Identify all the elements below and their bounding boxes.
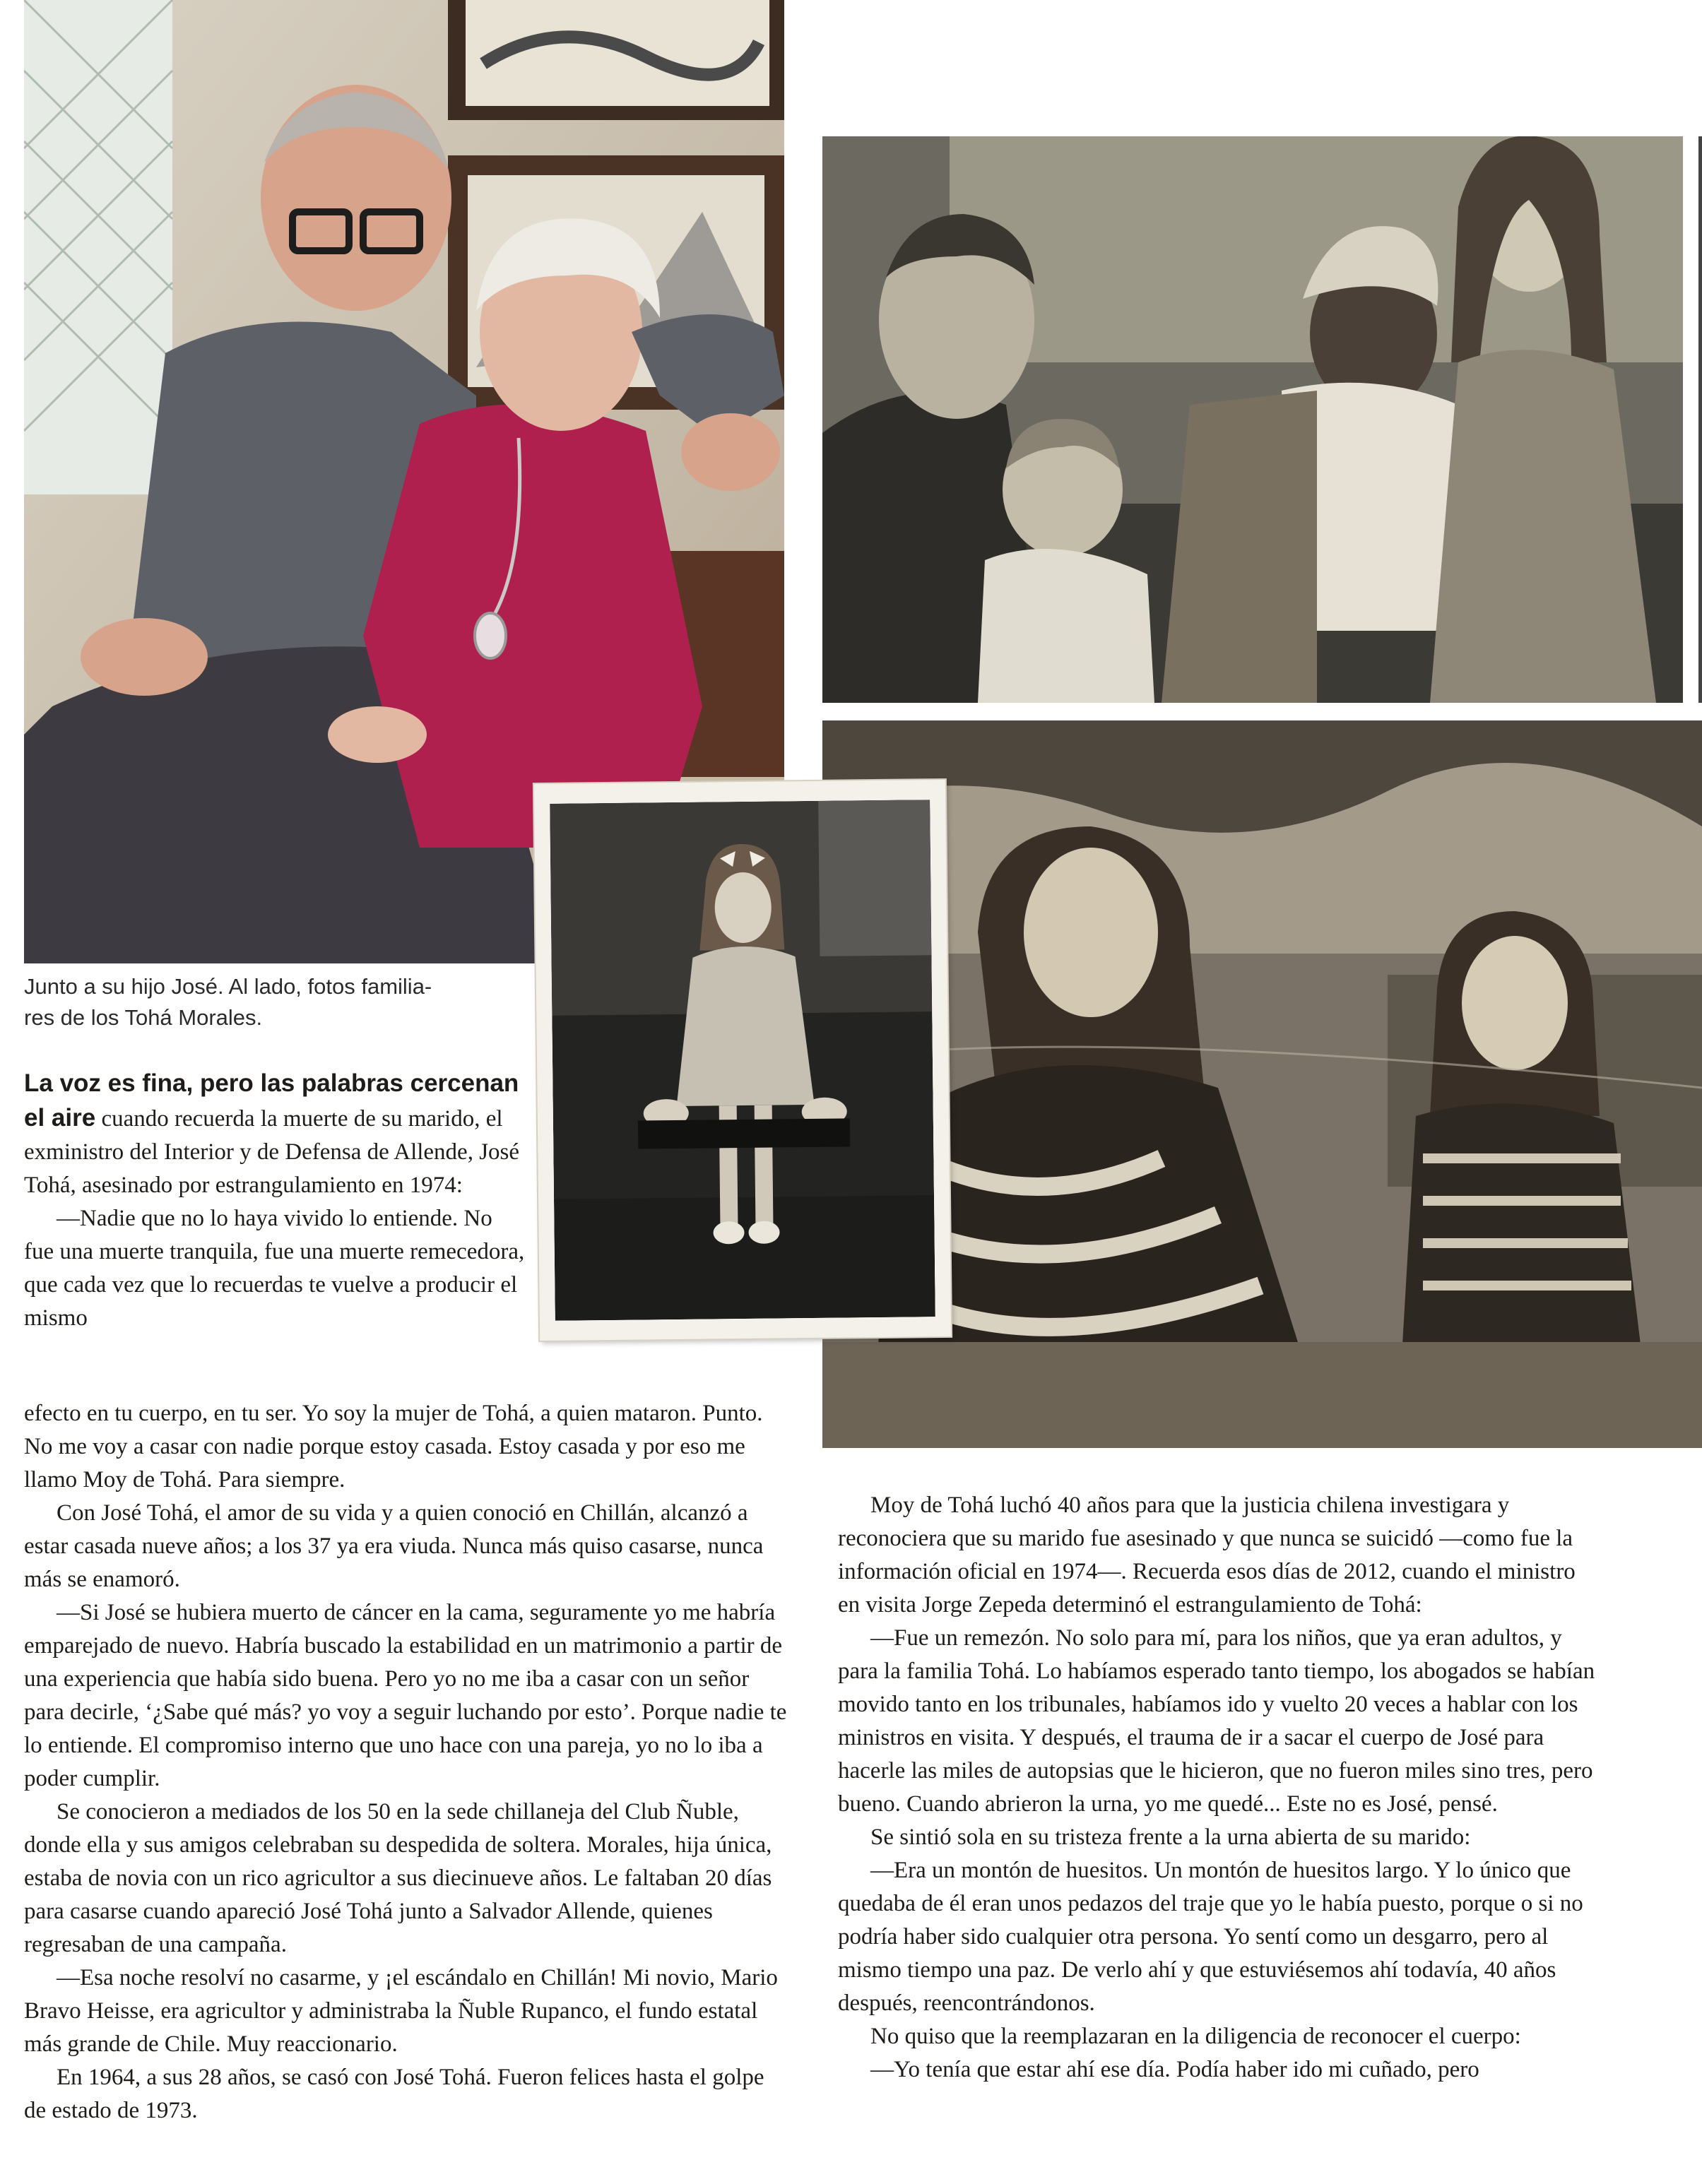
paragraph: No quiso que la reemplazaran en la diligencia de reconocer el cuerpo: xyxy=(870,2024,1521,2049)
vintage-photo-icon xyxy=(822,136,1683,703)
girl-portrait-photo xyxy=(534,780,951,1341)
vintage-photo-icon xyxy=(550,800,935,1321)
paragraph: En 1964, a sus 28 años, se casó con José Tohá. Fueron felices hasta el golpe de estado de 1973. xyxy=(24,2065,764,2123)
mother-daughter-photo xyxy=(822,720,1702,1448)
paragraph: Moy de Tohá luchó 40 años para que la justicia chilena investigara y reconociera que su marido fue asesinado y que nunca se suicidó —como fue la información oficial en 1974—. Recuerda esos días de 2012, cuando el ministro en visita Jorge Zepeda determinó el estrangulamiento de Tohá: xyxy=(838,1492,1576,1618)
paragraph: —Esa noche resolví no casarme, y ¡el escándalo en Chillán! Mi novio, Mario Bravo Heisse, era agricultor y administraba la Ñuble Rupanco, el fundo estatal más grande de Chile. Muy reaccionario. xyxy=(24,1965,778,2057)
paragraph: —Yo tenía que estar ahí ese día. Podía haber ido mi cuñado, pero xyxy=(870,2057,1479,2082)
article-column-left-top xyxy=(24,1067,526,1335)
paragraph: —Fue un remezón. No solo para mí, para los niños, que ya eran adultos, y para la familia Tohá. Lo habíamos esperado tanto tiempo, los abogados se habían movido tanto en los tribunales, habíamos ido y vuelto 20 veces a hablar con los ministros en visita. Y después, el trauma de ir a sacar el cuerpo de José para hacerle las miles de autopsias que le hicieron, que no fueron miles sino tres, pero bueno. Cuando abrieron la urna, yo me quedé... Este no es José, pensé. xyxy=(838,1625,1595,1817)
article-column-left xyxy=(24,1397,788,2127)
photo-caption xyxy=(24,971,533,1033)
article-column-right xyxy=(838,1489,1601,2087)
santa-photo xyxy=(822,136,1683,703)
paragraph: —Si José se hubiera muerto de cáncer en la cama, seguramente yo me habría emparejado de nuevo. Habría buscado la estabilidad en un matrimonio a partir de una experiencia que había sido buena. Pero yo no me iba a casar con un señor para decirle, ‘¿Sabe qué más? yo voy a seguir luchando por esto’. Porque nadie te lo entiende. El compromiso interno que uno hace con una pareja, yo no lo iba a poder cumplir. xyxy=(24,1600,787,1791)
lead-in: La voz es fina, pero las palabras cercenan el aire xyxy=(24,1069,519,1132)
adjacent-photo-edge xyxy=(1698,136,1702,703)
lead-paragraph xyxy=(24,1067,526,1202)
caption-line: res de los Tohá Morales. xyxy=(24,1005,263,1030)
paragraph: Se conocieron a mediados de los 50 en la sede chillaneja del Club Ñuble, donde ella y sus amigos celebraban su despedida de soltera. Morales, hija única, estaba de novia con un rico agricultor a sus diecinueve años. Le faltaban 20 días para casarse cuando apareció José Tohá junto a Salvador Allende, quienes regresaban de una campaña. xyxy=(24,1799,772,1957)
paragraph: —Nadie que no lo haya vivido lo entiende. No fue una muerte tranquila, fue una muerte remecedora, que cada vez que lo recuerdas te vuelve a producir el mismo xyxy=(24,1206,525,1331)
caption-line: Junto a su hijo José. Al lado, fotos familia- xyxy=(24,974,432,999)
paragraph: Se sintió sola en su tristeza frente a la urna abierta de su marido: xyxy=(870,1824,1471,1850)
paragraph: —Era un montón de huesitos. Un montón de huesitos largo. Y lo único que quedaba de él eran unos pedazos del traje que yo le había puesto, porque o si no podría haber sido cualquier otra persona. Yo sentí como un desgarro, pero al mismo tiempo una paz. De verlo ahí y que estuviésemos ahí todavía, 40 años después, reencontrándonos. xyxy=(838,1858,1583,2016)
paragraph: Con José Tohá, el amor de su vida y a quien conoció en Chillán, alcanzó a estar casada nueve años; a los 37 ya era viuda. Nunca más quiso casarse, nunca más se enamoró. xyxy=(24,1500,764,1592)
vintage-photo-icon xyxy=(822,720,1702,1448)
lead-text: cuando recuerda la muerte de su marido, el exministro del Interior y de Defensa de Allende, José Tohá, asesinado por estrangulamiento en 1974: xyxy=(24,1106,520,1198)
paragraph-continued: efecto en tu cuerpo, en tu ser. Yo soy la mujer de Tohá, a quien mataron. Punto. No me voy a casar con nadie porque estoy casada. Estoy casada y por eso me llamo Moy de Tohá. Para siempre. xyxy=(24,1401,763,1492)
